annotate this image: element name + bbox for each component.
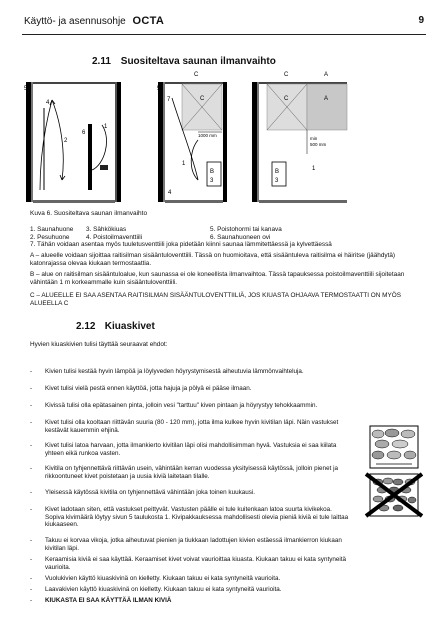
- bullet-dash: -: [30, 442, 33, 449]
- list-item-text: Takuu ei korvaa vikoja, jotka aiheutuvat pienien ja tiukkaan ladottujen kivien estäessä ilmankierron kiukaan kivitilan läpi.: [45, 537, 342, 552]
- section-title: Kiuaskivet: [104, 321, 155, 332]
- bullet-dash: -: [30, 506, 33, 513]
- fig-label-c1-inner: C: [200, 96, 205, 102]
- list-item-text: Laavakivien käyttö kiuaskivinä on kielletty. Kiukaan takuu ei kata syntyneitä vaurioita.: [45, 586, 282, 593]
- bullet-dash: -: [30, 489, 33, 496]
- diagram-panel-left: [24, 82, 121, 203]
- fig-label-b1: B: [210, 169, 215, 175]
- bullet-dash: -: [30, 419, 33, 426]
- legend-item: 5. Poistohormi tai kanava: [210, 226, 282, 233]
- fig-dim-min: min: [310, 136, 318, 141]
- fig-label-a: A: [324, 72, 329, 78]
- legend-item: 1. Saunahuone: [30, 226, 74, 233]
- bullet-dash: -: [30, 556, 33, 563]
- legend-item: 4. Poistoilmaventtiili: [86, 233, 143, 241]
- fig-label-3b: 3: [275, 178, 279, 184]
- vent-note-c: C – ALUEELLE EI SAA ASENTAA RAITISILMAN SISÄÄNTULOVENTTIILIÄ, JOS KIUASTA OHJAAVA TERMOSTAATTI ON MYÖS ALUEELLA C: [30, 292, 401, 307]
- list-item-text: Kivitila on tyhjennettävä riittävän usein, vähintään kerran vuodessa yksityisessä käytössä, jolloin pienet ja rikkoontuneet kivet poistetaan ja uusia kiviä laitetaan tilalle.: [45, 465, 338, 480]
- header-brand: OCTA: [132, 15, 165, 27]
- bullet-dash: -: [30, 385, 33, 392]
- fig-label-7: 7: [167, 97, 171, 103]
- bullet-dash: -: [30, 465, 33, 472]
- bullet-dash: -: [30, 402, 33, 409]
- vent-note-b: B – alue on raitisilman sisääntuloalue, kun saunassa ei ole koneellista ilmanvaihtoa. Tässä tapauksessa poistoilmaventtiili sijoitetaan vähintään 1 m korkeammalle kuin sisääntuloventtiili.: [30, 271, 405, 286]
- fig-label-3a: 3: [210, 178, 214, 184]
- stones-illustration: [356, 424, 426, 519]
- fig-dim-1000: 1000 mm: [198, 133, 217, 138]
- section-heading-ventilation: [92, 56, 276, 67]
- page-header: [22, 12, 426, 35]
- legend-item: 3. Sähkökiuas: [86, 226, 127, 233]
- fig-label-c1: C: [194, 72, 199, 78]
- bullet-dash: -: [30, 368, 33, 375]
- header-prefix: Käyttö- ja asennusohje: [24, 16, 126, 27]
- ventilation-diagram: [22, 70, 352, 210]
- page-number: 9: [418, 15, 424, 26]
- list-item-text: Kivissä tulisi olla epätasainen pinta, jolloin vesi "tarttuu" kiven pintaan ja höyrystyy tehokkaammin.: [45, 402, 318, 409]
- list-item-text: Kivet ladotaan siten, että vastukset peittyvät. Vastusten päälle ei tule kuitenkaan latoa suurta kivikekoa. Sopiva kivimäärä löytyy sivun 5 taulukosta 1. Kivipakkauksessa mahdollisesti olevia pieniä kiviä ei tule laittaa kiukaaseen.: [45, 506, 349, 529]
- section-number: 2.11: [92, 56, 111, 67]
- bullet-dash: -: [30, 537, 33, 544]
- fig-label-1c: 1: [312, 166, 316, 172]
- stones-intro: Hyvien kiuaskivien tulisi täyttää seuraavat ehdot:: [30, 341, 168, 348]
- fig-label-c2-inner: C: [284, 96, 289, 102]
- fig-label-6: 6: [82, 130, 86, 136]
- fig-label-a-inner: A: [324, 96, 329, 102]
- list-item-text: Kivet tulisi vielä pestä ennen käyttöä, jotta hajuja ja pölyä ei pääse ilmaan.: [45, 385, 252, 392]
- figure-caption: Kuva 6. Suositeltava saunan ilmanvaihto: [30, 210, 148, 217]
- bullet-dash: -: [30, 575, 33, 582]
- legend-item: 6. Saunahuoneen ovi: [210, 233, 271, 241]
- bullet-dash: -: [30, 586, 33, 593]
- list-item-text: Kivet tulisi latoa harvaan, jotta ilmankierto kivitilan läpi olisi mahdollisimman hyvä. Vastuksia ei saa kiilata yhteen eikä runkoa vasten.: [45, 442, 337, 457]
- list-item-text: Vuolukivien käyttö kiuaskivinä on kielletty. Kiukaan takuu ei kata syntyneitä vaurioita.: [45, 575, 281, 582]
- list-item-text: Kivien tulisi kestää hyvin lämpöä ja löylyveden höyrystymisestä aiheutuvia lämmönvaihteluja.: [45, 368, 304, 375]
- section-heading-stones: [76, 321, 155, 332]
- fig-dim-500: 500 mm: [310, 142, 327, 147]
- header-title: [24, 15, 164, 27]
- fig-label-4: 4: [46, 100, 50, 106]
- bullet-dash: -: [30, 597, 33, 604]
- fig-label-1: 1: [104, 124, 108, 130]
- legend-item: 2. Pesuhuone: [30, 233, 70, 241]
- section-number: 2.12: [76, 321, 96, 332]
- list-item-text: KIUKASTA EI SAA KÄYTTÄÄ ILMAN KIVIÄ: [45, 597, 172, 604]
- diagram-panel-right: [252, 72, 347, 203]
- vent-note-a: A – alueelle voidaan sijoittaa raitisilman sisääntuloventtiili. Tässä on huomioitava, että sisääntuleva raitisilma ei häiritse (jäähdytä) katonrajassa olevaa kiukaan termostaattia.: [30, 252, 396, 267]
- diagram-panel-middle: [157, 72, 227, 203]
- fig-label-4b: 4: [168, 190, 172, 196]
- fig-label-5b: 5: [157, 86, 161, 92]
- list-item-text: Keraamisia kiviä ei saa käyttää. Keraamiset kivet voivat vaurioittaa kiuasta. Kiukaan takuu ei kata syntyneitä vaurioita.: [45, 556, 347, 571]
- fig-label-5: 5: [24, 86, 28, 92]
- stones-good-icon: [370, 426, 418, 468]
- list-item-text: Kivet tulisi olla kooltaan riittävän suuria (80 - 120 mm), jotta ilma kulkee hyvin kivitilan läpi. Näin vastukset kestävät kauemmin ehjinä.: [45, 419, 339, 434]
- stones-bad-icon: [366, 474, 422, 516]
- legend-item: 7. Tähän voidaan asentaa myös tuuletusventtiili joka pidetään kiinni saunaa lämmitettäessä ja kylvettäessä: [30, 241, 332, 249]
- fig-label-1b: 1: [182, 161, 186, 167]
- fig-label-b2: B: [275, 169, 280, 175]
- list-item-text: Yleisessä käytössä kivitila on tyhjennettävä vähintään joka toinen kuukausi.: [45, 489, 256, 496]
- section-title: Suositeltava saunan ilmanvaihto: [120, 56, 276, 67]
- fig-label-2: 2: [64, 138, 68, 144]
- fig-label-c2: C: [284, 72, 289, 78]
